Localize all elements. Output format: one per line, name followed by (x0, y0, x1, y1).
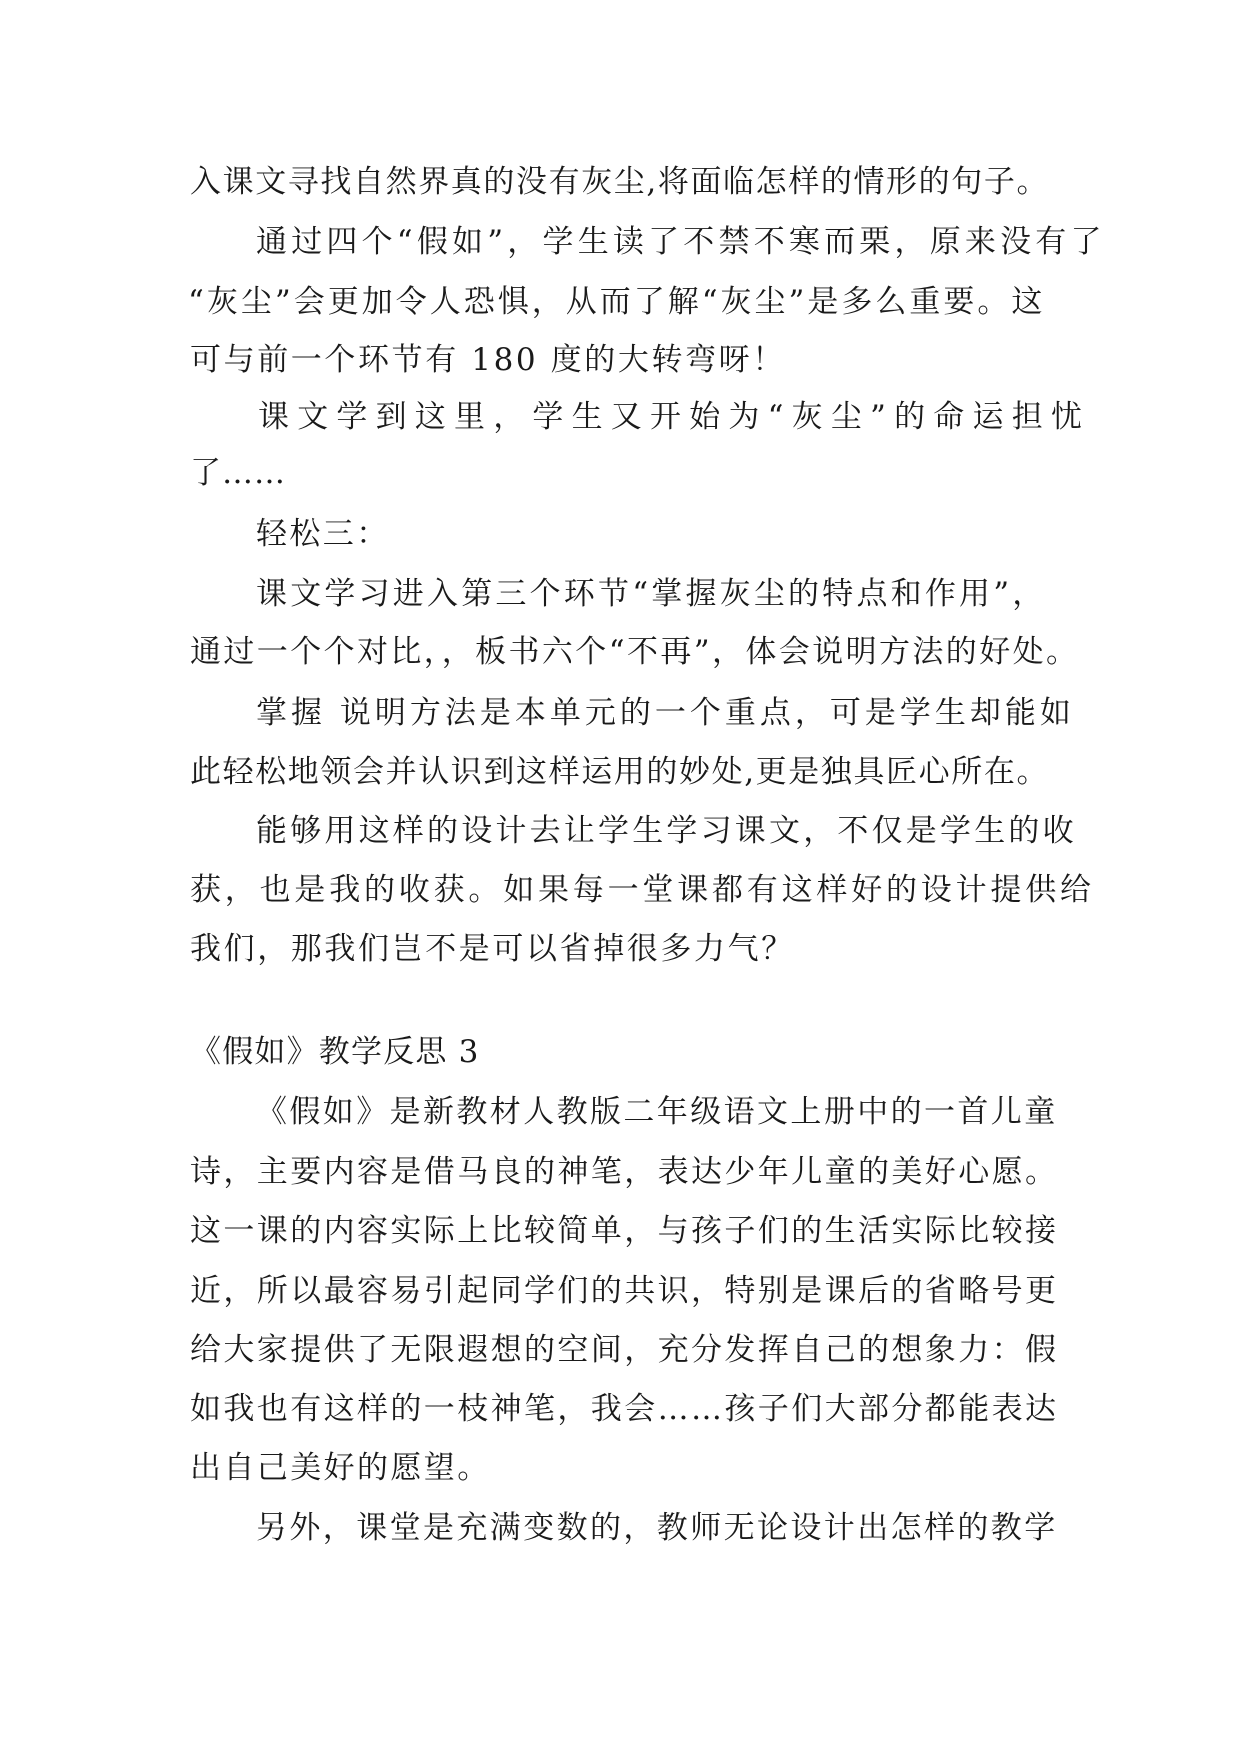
paragraph-line: 掌握 说明方法是本单元的一个重点，可是学生却能如 (256, 695, 1075, 731)
paragraph-line: 通过四个“假如”，学生读了不禁不寒而栗，原来没有了 (256, 224, 1106, 260)
paragraph-line: 课文学到这里，学生又开始为“灰尘”的命运担忧 (258, 399, 1091, 435)
paragraph-line: 获，也是我的收获。如果每一堂课都有这样好的设计提供给 (190, 872, 1095, 908)
paragraph-line: 另外，课堂是充满变数的，教师无论设计出怎样的教学 (256, 1510, 1058, 1546)
paragraph-line: 可与前一个环节有 180 度的大转弯呀！ (190, 342, 786, 378)
paragraph-line: “灰尘”会更加令人恐惧，从而了解“灰尘”是多么重要。这 (188, 284, 1046, 320)
paragraph-line: 此轻松地领会并认识到这样运用的妙处,更是独具匠心所在。 (190, 754, 1050, 790)
paragraph-line: 给大家提供了无限遐想的空间，充分发挥自己的想象力：假 (190, 1332, 1059, 1368)
paragraph-line: 课文学习进入第三个环节“掌握灰尘的特点和作用”， (256, 576, 1047, 612)
paragraph-line: 《假如》是新教材人教版二年级语文上册中的一首儿童 (256, 1094, 1058, 1130)
paragraph-line: 如我也有这样的一枝神笔，我会……孩子们大部分都能表达 (190, 1391, 1059, 1427)
paragraph-line: 入课文寻找自然界真的没有灰尘,将面临怎样的情形的句子。 (190, 164, 1050, 200)
section-label: 轻松三： (256, 516, 390, 552)
paragraph-line: 这一课的内容实际上比较简单，与孩子们的生活实际比较接 (190, 1213, 1059, 1249)
section-heading: 《假如》教学反思 3 (190, 1034, 480, 1070)
paragraph-line: 近，所以最容易引起同学们的共识，特别是课后的省略号更 (190, 1273, 1059, 1309)
paragraph-line: 诗，主要内容是借马良的神笔，表达少年儿童的美好心愿。 (190, 1154, 1059, 1190)
paragraph-line: 能够用这样的设计去让学生学习课文，不仅是学生的收 (256, 813, 1077, 849)
paragraph-line: 我们，那我们岂不是可以省掉很多力气？ (190, 931, 795, 967)
paragraph-line: 了…… (190, 455, 286, 491)
paragraph-line: 出自己美好的愿望。 (190, 1450, 491, 1486)
paragraph-line: 通过一个个对比，，板书六个“不再”，体会说明方法的好处。 (190, 634, 1080, 670)
